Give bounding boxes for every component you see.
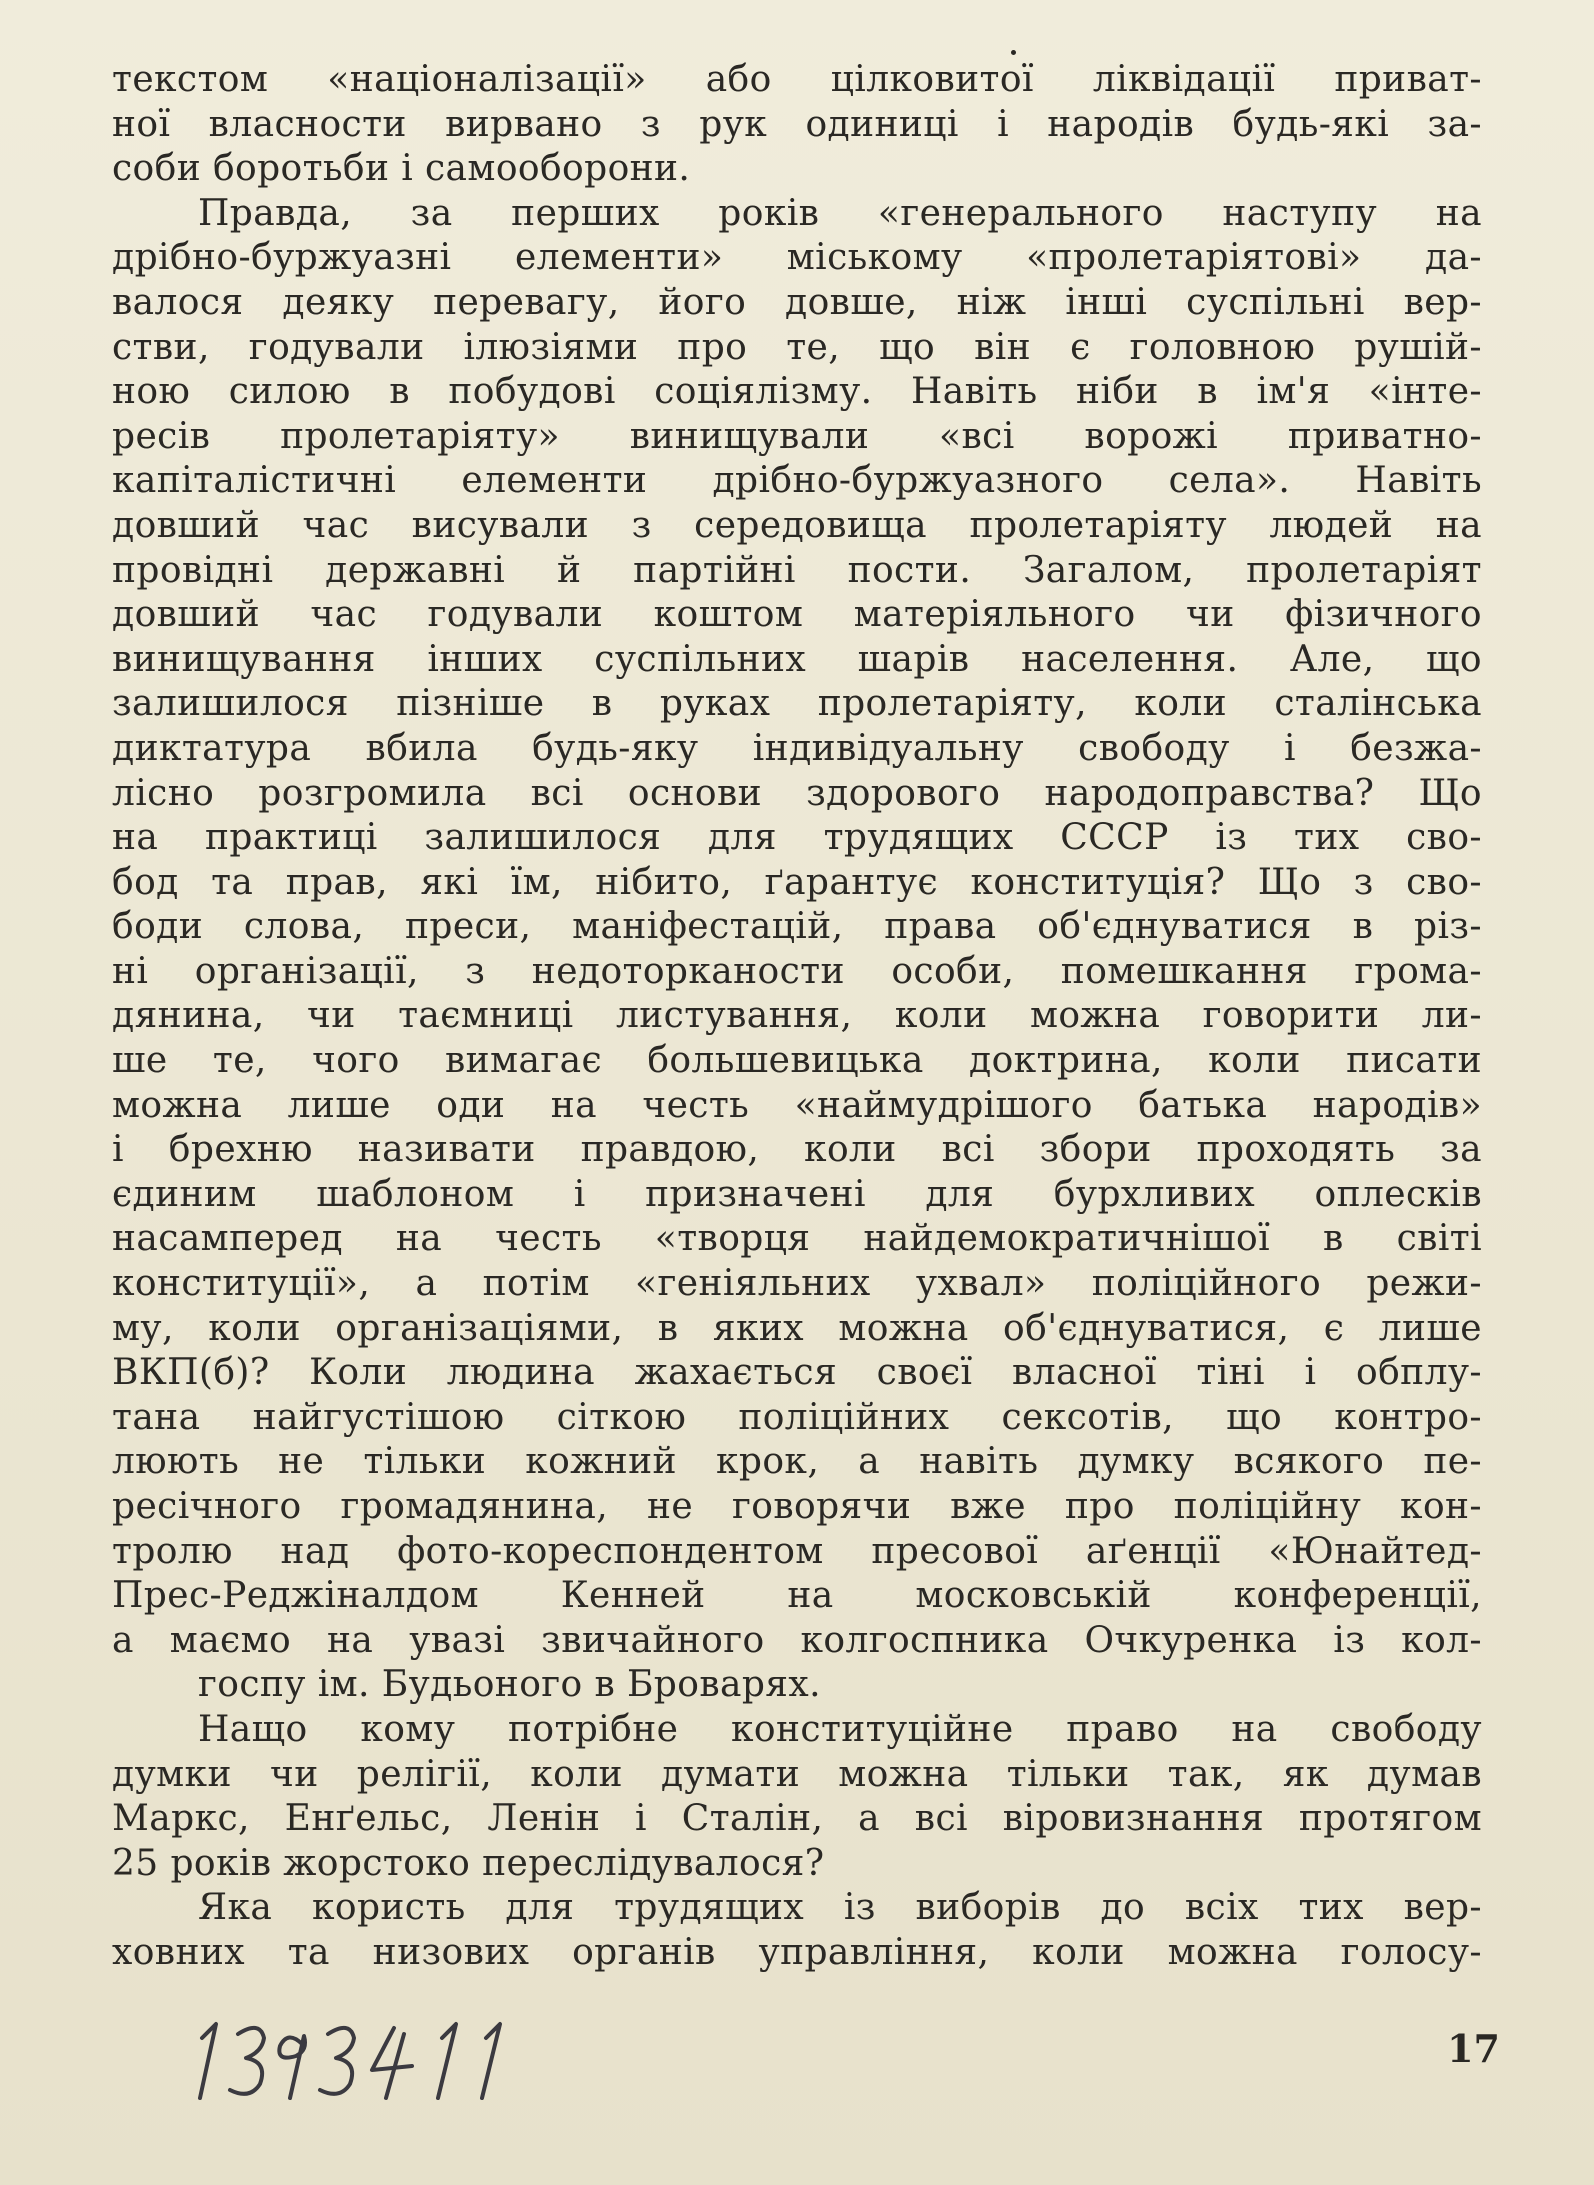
text-line: ні організації, з недоторканости особи, помешкання грома- xyxy=(112,950,1482,992)
text-line: текстом «націоналізації» або цілковитої ліквідації приват- xyxy=(112,59,1482,100)
text-line: Маркс, Енґельс, Ленін і Сталін, а всі віровизнання протягом xyxy=(112,1798,1482,1840)
handwritten-inventory-number xyxy=(180,2000,560,2110)
text-line: ховних та низових органів управління, коли можна голосу- xyxy=(112,1931,1482,1973)
text-line: соби боротьби і самооборони. xyxy=(112,148,691,190)
text-line: винищування інших суспільних шарів населення. Але, що xyxy=(112,638,1482,680)
text-line: боди слова, преси, маніфестацій, права об'єднуватися в різ- xyxy=(112,906,1482,948)
text-line: ВКП(б)? Коли людина жахається своєї власної тіні і обплу- xyxy=(112,1352,1482,1394)
text-line: провідні державні й партійні пости. Загалом, пролетаріят xyxy=(112,549,1482,591)
text-line: ресічного громадянина, не говорячи вже про поліційну кон- xyxy=(112,1486,1482,1527)
ink-dot xyxy=(1011,50,1016,55)
text-line: капіталістичні елементи дрібно-буржуазного села». Навіть xyxy=(112,460,1482,502)
text-line: Яка користь для трудящих із виборів до всіх тих вер- xyxy=(198,1887,1482,1929)
text-line: люють не тільки кожний крок, а навіть думку всякого пе- xyxy=(112,1441,1482,1483)
text-line: му, коли організаціями, в яких можна об'єднуватися, є лише xyxy=(112,1307,1482,1349)
text-line: тролю над фото-кореспондентом пресової аґенції «Юнайтед- xyxy=(112,1530,1482,1572)
text-line: і брехню називати правдою, коли всі збори проходять за xyxy=(112,1129,1482,1171)
text-line: насамперед на честь «творця найдемократичнішої в світі xyxy=(112,1218,1482,1260)
text-line: Правда, за перших років «генерального наступу на xyxy=(198,192,1482,234)
text-line: на практиці залишилося для трудящих СССР із тих сво- xyxy=(112,817,1482,859)
text-line: лісно розгромила всі основи здорового народоправства? Що xyxy=(112,772,1482,814)
text-line: ної власности вирвано з рук одиниці і народів будь-які за- xyxy=(112,103,1482,145)
text-line: думки чи релігії, коли думати можна тільки так, як думав xyxy=(112,1753,1482,1795)
text-line: ше те, чого вимагає большевицька доктрина, коли писати xyxy=(112,1040,1482,1082)
text-line: тана найгустішою сіткою поліційних сексотів, що контро- xyxy=(112,1396,1482,1438)
text-line: залишилося пізніше в руках пролетаріяту, коли сталінська xyxy=(112,683,1482,725)
text-line: валося деяку перевагу, його довше, ніж інші суспільні вер- xyxy=(112,281,1482,323)
text-line: а маємо на увазі звичайного колгоспника Очкуренка із кол- xyxy=(112,1619,1482,1661)
text-line: довший час висували з середовища пролетаріяту людей на xyxy=(112,504,1482,546)
text-line: стви, годували ілюзіями про те, що він є головною рушій- xyxy=(112,326,1482,368)
text-line: бод та прав, які їм, нібито, ґарантує конституція? Що з сво- xyxy=(112,861,1482,903)
text-line: дрібно-буржуазні елементи» міському «пролетаріятові» да- xyxy=(112,237,1482,279)
text-line: ресів пролетаріяту» винищували «всі ворожі приватно- xyxy=(112,415,1482,457)
text-line: можна лише оди на честь «наймудрішого батька народів» xyxy=(112,1084,1482,1126)
text-line: ною силою в побудові соціялізму. Навіть ніби в ім'я «інте- xyxy=(112,371,1482,413)
text-line: госпу ім. Будьоного в Броварях. xyxy=(198,1664,821,1706)
text-line: довший час годували коштом матеріяльного чи фізичного xyxy=(112,594,1482,636)
text-line: дянина, чи таємниці листування, коли можна говорити ли- xyxy=(112,995,1482,1037)
text-line: єдиним шаблоном і призначені для бурхливих оплесків xyxy=(112,1173,1482,1215)
text-line: диктатура вбила будь-яку індивідуальну свободу і безжа- xyxy=(112,727,1482,769)
text-line: конституції», а потім «геніяльних ухвал» поліційного режи- xyxy=(112,1263,1482,1305)
text-line: Нащо кому потрібне конституційне право на свободу xyxy=(198,1708,1482,1750)
body-text xyxy=(112,58,1482,1976)
text-line: 25 років жорстоко переслідувалося? xyxy=(112,1842,825,1884)
text-line: Прес-Реджіналдом Кенней на московській конференції, xyxy=(112,1575,1482,1617)
page-number: 17 xyxy=(1447,2026,1500,2071)
